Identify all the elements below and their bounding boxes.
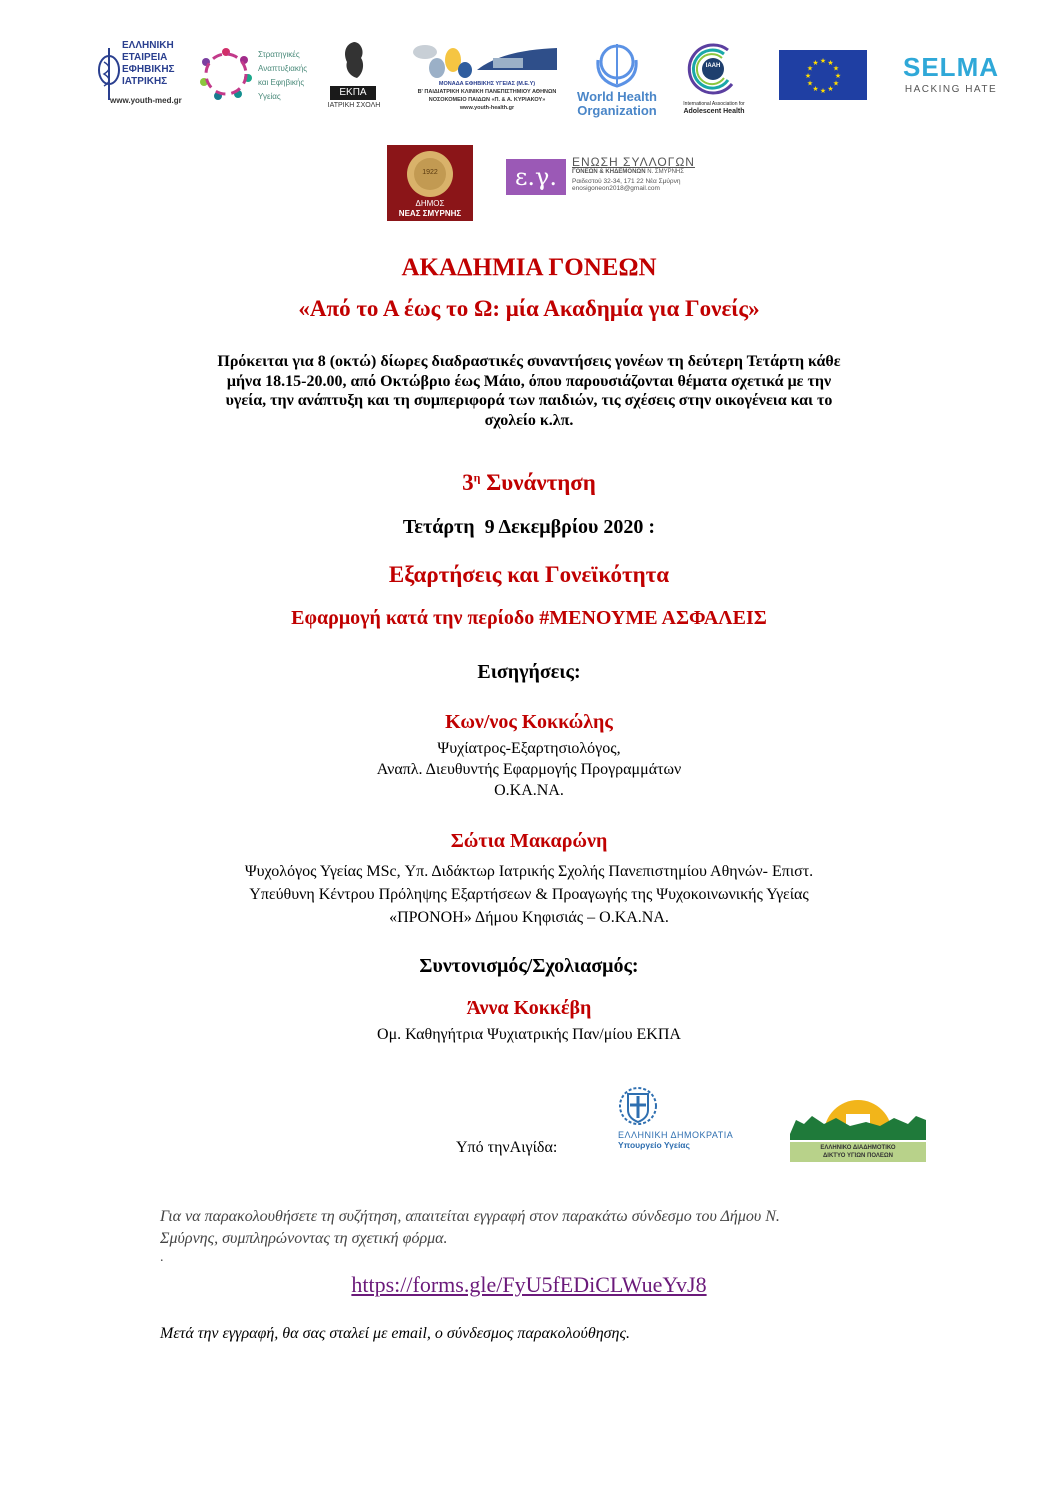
speaker-line: Αναπλ. Διευθυντής Εφαρμογής Προγραμμάτων bbox=[376, 761, 682, 778]
ekpa-sub: ΙΑΤΡΙΚΗ ΣΧΟΛΗ bbox=[327, 102, 381, 109]
meeting-date: Τετάρτη 9 Δεκεμβρίου 2020 : bbox=[402, 516, 656, 538]
logo-selma bbox=[896, 52, 1006, 98]
logo-eu-flag bbox=[779, 50, 867, 100]
intro-line: μήνα 18.15-20.00, από Οκτώβριο έως Μάιο, όπου παρουσιάζονται θέματα σχετικά με την bbox=[226, 372, 832, 390]
registration-line: Σμύρνης, συμπληρώνοντας τη σχετική φόρμα. bbox=[160, 1230, 448, 1247]
speaker-line: Ο.ΚΑ.ΝΑ. bbox=[494, 782, 564, 799]
unit-graphic-icon bbox=[407, 40, 567, 80]
speaker-line: «ΠΡΟΝΟΗ» Δήμου Κηφισιάς – Ο.ΚΑ.ΝΑ. bbox=[389, 909, 669, 926]
iaah-badge: IAAH bbox=[705, 63, 721, 69]
logo-line: ΕΦΗΒΙΚΗΣ bbox=[122, 64, 175, 75]
doc-title: ΑΚΑΔΗΜΙΑ ΓΟΝΕΩΝ bbox=[401, 254, 657, 281]
intro-paragraph bbox=[0, 352, 1058, 430]
speaker-name: Κων/νος Κοκκώλης bbox=[445, 711, 613, 733]
intro-line: υγεία, την ανάπτυξη και τη συμπεριφορά των παιδιών, τις σχέσεις στην οικογένεια και το bbox=[225, 392, 833, 409]
speaker-details bbox=[0, 860, 1058, 929]
logo-adolescent-health-unit bbox=[402, 40, 572, 116]
speaker-name: Σώτια Μακαρώνη bbox=[450, 830, 608, 852]
eu-stars-icon bbox=[779, 50, 867, 100]
eu-star: ★ bbox=[832, 64, 840, 73]
logo-line: ΕΛΛΗΝΙΚΟ ΔΙΑΔΗΜΟΤΙΚΟ bbox=[820, 1145, 896, 1151]
intro-line: Πρόκειται για 8 (οκτώ) δίωρες διαδραστικές συναντήσεις γονέων τη δεύτερη Τετάρτη κάθε bbox=[217, 353, 841, 370]
ekpa-label: ΕΚΠΑ bbox=[330, 86, 376, 100]
people-circle-icon bbox=[196, 44, 256, 104]
caduceus-icon bbox=[96, 44, 122, 104]
registration-link[interactable]: https://forms.gle/FyU5fEDiCLWueYvJ8 bbox=[351, 1272, 707, 1297]
logo-line: Adolescent Health bbox=[683, 108, 745, 115]
logo-hellenic-society-adolescent-medicine bbox=[96, 40, 186, 110]
logo-iaah bbox=[676, 42, 752, 120]
logo-line: Β' ΠΑΙΔΙΑΤΡΙΚΗ ΚΛΙΝΙΚΗ ΠΑΝΕΠΙΣΤΗΜΙΟΥ ΑΘΗΝΩΝ bbox=[417, 89, 557, 95]
seal-year: 1922 bbox=[422, 169, 438, 176]
speaker-line: Ψυχολόγος Υγείας MSc, Υπ. Διδάκτωρ Ιατρικής Σχολής Πανεπιστημίου Αθηνών- Επιστ. bbox=[244, 863, 814, 880]
moderator-title: Ομ. Καθηγήτρια Ψυχιατρικής Παν/μίου ΕΚΠΑ bbox=[377, 1026, 681, 1043]
iaah-arcs-icon bbox=[686, 42, 740, 96]
athena-head-icon bbox=[339, 40, 369, 80]
logo-municipality-nea-smyrni bbox=[387, 145, 473, 221]
logo-line: Organization bbox=[577, 103, 657, 118]
logo-line: International Association for bbox=[683, 101, 745, 107]
intro-line: σχολείο κ.λπ. bbox=[484, 411, 574, 429]
moderation-heading: Συντονισμός/Σχολιασμός: bbox=[419, 955, 639, 977]
eu-star: ★ bbox=[806, 64, 814, 73]
doc-subtitle: «Από το Α έως το Ω: μία Ακαδημία για Γονείς» bbox=[298, 296, 760, 321]
eu-star: ★ bbox=[806, 79, 814, 88]
union-email: enosigoneon2018@gmail.com bbox=[572, 185, 660, 192]
logo-line: Στρατηγικές bbox=[258, 50, 300, 59]
logo-strategic-development bbox=[196, 42, 306, 108]
logo-line: ΜΟΝΑΔΑ ΕΦΗΒΙΚΗΣ ΥΓΕΙΑΣ (Μ.Ε.Υ) bbox=[438, 81, 536, 87]
logo-line: ΔΙΚΤΥΟ ΥΓΙΩΝ ΠΟΛΕΩΝ bbox=[822, 1153, 894, 1159]
logo-ministry-health bbox=[612, 1086, 756, 1158]
logo-healthy-cities-network bbox=[790, 1094, 926, 1160]
topic-subtitle: Εφαρμογή κατά την περίοδο #ΜΕΝΟΥΜΕ ΑΣΦΑΛΕΙΣ bbox=[291, 607, 767, 629]
speakers-heading: Εισηγήσεις: bbox=[477, 661, 581, 683]
speaker-line: Ψυχίατρος-Εξαρτησιολόγος, bbox=[437, 740, 621, 757]
moderator-name: Άννα Κοκκέβη bbox=[466, 997, 592, 1019]
logo-line: ΕΛΛΗΝΙΚΗ bbox=[122, 40, 174, 51]
logo-line: ΕΛΛΗΝΙΚΗ ΔΗΜΟΚΡΑΤΙΑ bbox=[618, 1130, 734, 1140]
who-emblem-icon bbox=[592, 40, 642, 90]
eu-star: ★ bbox=[819, 57, 827, 65]
logo-line: Υπουργείο Υγείας bbox=[618, 1140, 690, 1150]
logo-line: ΙΑΤΡΙΚΗΣ bbox=[122, 76, 168, 87]
logo-line: www.youth-health.gr bbox=[459, 105, 515, 111]
eu-star: ★ bbox=[827, 84, 834, 93]
eu-star: ★ bbox=[812, 59, 819, 68]
meeting-heading bbox=[0, 470, 1058, 496]
union-title: ΕΝΩΣΗ ΣΥΛΛΟΓΩΝ bbox=[572, 155, 695, 169]
selma-sub: HACKING HATE bbox=[904, 84, 998, 95]
speaker-details bbox=[0, 738, 1058, 801]
registration-text bbox=[160, 1206, 780, 1250]
eu-star: ★ bbox=[832, 79, 840, 88]
logo-line: ΕΤΑΙΡΕΙΑ bbox=[122, 52, 168, 63]
eu-star: ★ bbox=[819, 87, 827, 95]
union-subtitle-bold: ΓΟΝΕΩΝ & ΚΗΔΕΜΟΝΩΝ bbox=[572, 169, 646, 175]
logo-ekpa bbox=[326, 40, 382, 114]
union-address: Ραιδεστού 32-34, 171 22 Νέα Σμύρνη bbox=[572, 178, 681, 185]
aegis-label: Υπό τηνΑιγίδα: bbox=[456, 1139, 558, 1156]
after-registration-text: Μετά την εγγραφή, θα σας σταλεί με email, ο σύνδεσμος παρακολούθησης. bbox=[160, 1325, 630, 1342]
logo-url: www.youth-med.gr bbox=[110, 96, 182, 105]
logo-parents-union bbox=[506, 155, 706, 201]
meeting-number: 3 bbox=[462, 470, 474, 495]
logo-line: ΝΟΣΟΚΟΜΕΙΟ ΠΑΙΔΩΝ «Π. & Α. ΚΥΡΙΑΚΟΥ» bbox=[428, 97, 546, 103]
logo-line: World Health bbox=[577, 89, 657, 104]
stray-dot: . bbox=[160, 1250, 164, 1265]
eu-star: ★ bbox=[812, 84, 819, 93]
union-subtitle-rest: Ν. ΣΜΥΡΝΗΣ bbox=[647, 169, 684, 175]
logo-line: και Εφηβικής bbox=[258, 78, 305, 87]
meeting-sup: η bbox=[473, 470, 481, 485]
logo-line: ΝΕΑΣ ΣΜΥΡΝΗΣ bbox=[398, 209, 462, 218]
union-badge: ε.γ. bbox=[506, 159, 566, 195]
logo-who bbox=[574, 40, 660, 120]
topic-title: Εξαρτήσεις και Γονεϊκότητα bbox=[388, 562, 670, 587]
speaker-line: Υπεύθυνη Κέντρου Πρόληψης Εξαρτήσεων & Προαγωγής της Ψυχοκοινωνικής Υγείας bbox=[249, 886, 809, 903]
selma-title: SELMA bbox=[903, 52, 999, 82]
greek-coat-of-arms-icon bbox=[618, 1086, 658, 1126]
eu-star: ★ bbox=[827, 59, 834, 68]
logo-line: Αναπτυξιακής bbox=[258, 64, 308, 73]
registration-line: Για να παρακολουθήσετε τη συζήτηση, απαιτείται εγγραφή στον παρακάτω σύνδεσμο του Δήμου Ν. bbox=[160, 1208, 780, 1225]
eu-star: ★ bbox=[804, 72, 812, 80]
logo-line: Υγείας bbox=[258, 92, 281, 101]
eu-star: ★ bbox=[834, 72, 842, 80]
logo-line: ΔΗΜΟΣ bbox=[415, 199, 445, 208]
city-skyline-icon bbox=[790, 1094, 926, 1144]
meeting-label: Συνάντηση bbox=[486, 470, 596, 495]
